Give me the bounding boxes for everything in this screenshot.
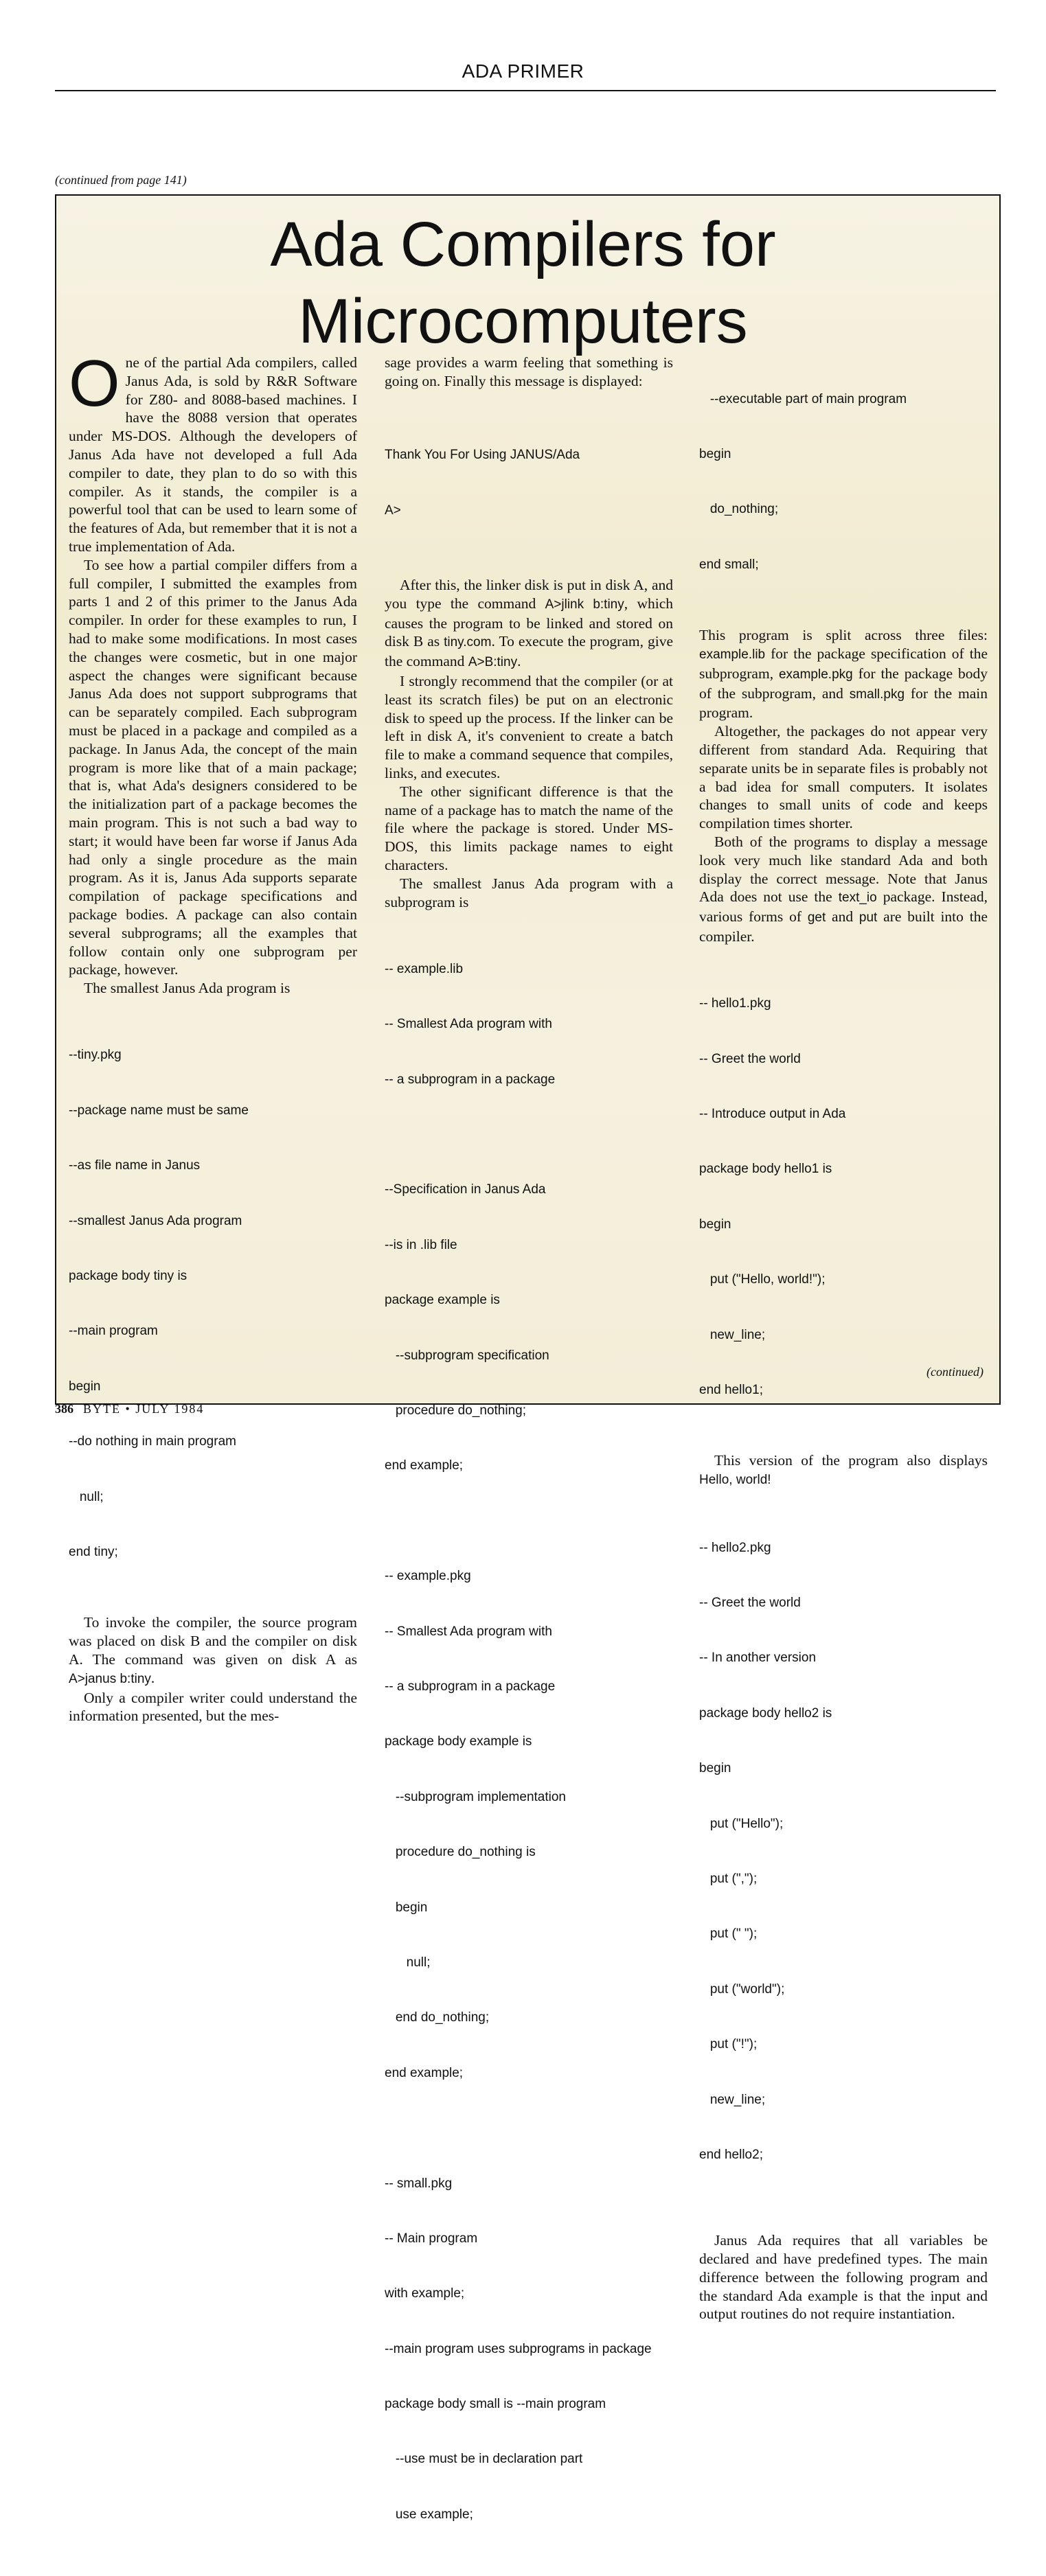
code-line: put ("Hello"); xyxy=(699,1816,784,1831)
paragraph: Only a compiler writer could understand the information presented, but the mes- xyxy=(69,1689,357,1725)
code-line xyxy=(385,2119,673,2138)
code-line: use example; xyxy=(385,2507,473,2522)
paragraph xyxy=(69,1613,357,1688)
column-3 xyxy=(699,354,988,2323)
paragraph-text: To invoke the compiler, the source program was placed on disk B and the compiler on disk A. The command was given on disk A as xyxy=(69,1614,357,1668)
code-listing-small-cont xyxy=(699,354,988,611)
code-listing-message xyxy=(385,410,673,557)
code-line: -- Smallest Ada program with xyxy=(385,1017,552,1032)
code-line: package example is xyxy=(385,1293,500,1308)
paragraph-text: This program is split across three files: xyxy=(699,627,988,644)
code-line: -- Greet the world xyxy=(699,1596,801,1610)
code-line: --package name must be same xyxy=(69,1103,249,1118)
paragraph: To see how a partial compiler differs from a full compiler, I submitted the examples from parts 1 and 2 of this primer to the Janus Ada compiler. In order for these examples to run, I had to make some modifications. In most cases the changes were cosmetic, but in one major aspect the changes were significant because Janus Ada does not support subprograms that can be separately compiled. Each subprogram must be placed in a package and compiled as a package. In Janus Ada, the concept of the main program is more like that of a main package; that is, what Ada's designers considered to be the initialization part of a package becomes the main program. This is not such a bad way to start; it would have been far worse if Janus Ada had only a single procedure as the main program. As it is, Janus Ada supports separate compilation of package specifications and package bodies. A package can also contain several subprograms; all the examples that follow contain only one subprogram per package, however. xyxy=(69,556,357,978)
code-line: --Specification in Janus Ada xyxy=(385,1182,546,1197)
code-line: package body example is xyxy=(385,1734,532,1749)
code-line: -- Smallest Ada program with xyxy=(385,1624,552,1639)
page-number: 386 xyxy=(55,1402,73,1416)
code-line: --as file name in Janus xyxy=(69,1158,201,1173)
title-line-2: Microcomputers xyxy=(298,286,748,356)
inline-filename: small.pkg xyxy=(849,687,905,702)
code-line: --subprogram specification xyxy=(385,1348,549,1363)
paragraph-text: . To execute the program, give the command xyxy=(385,633,673,670)
code-line: -- Introduce output in Ada xyxy=(699,1107,846,1122)
code-line: put (" "); xyxy=(699,1927,758,1942)
code-line: -- a subprogram in a package xyxy=(385,1072,556,1087)
code-line: --smallest Janus Ada program xyxy=(69,1213,242,1228)
code-line: Thank You For Using JANUS/Ada xyxy=(385,448,580,463)
paragraph xyxy=(699,1451,988,1490)
code-line: -- a subprogram in a package xyxy=(385,1679,556,1694)
code-line: end do_nothing; xyxy=(385,2010,490,2025)
title-line-1: Ada Compilers for xyxy=(270,209,776,279)
inline-code: get xyxy=(807,910,826,925)
code-line: -- small.pkg xyxy=(385,2176,453,2191)
inline-filename: example.lib xyxy=(699,647,766,662)
paragraph: Altogether, the packages do not appear very different from standard Ada. Requiring that separate units be in separate files is probably not a bad idea for small computers. It isolates changes to small units of code and keeps compilation times shorter. xyxy=(699,723,988,832)
paragraph-text: . xyxy=(150,1669,155,1686)
inline-command: A>B:tiny xyxy=(468,655,518,670)
header-rule xyxy=(55,90,996,91)
paragraph-text: , which causes the program to be linked and stored on disk B as xyxy=(385,595,673,650)
code-line: -- Greet the world xyxy=(699,1051,801,1066)
paragraph: The smallest Janus Ada program is xyxy=(84,980,291,997)
paragraph: The smallest Janus Ada program with a subprogram is xyxy=(385,875,673,910)
code-line: begin xyxy=(699,446,731,461)
paragraph: The other significant difference is that the name of a package has to match the name of the file where the package is stored. Under MS-DOS, this limits package names to eight characters. xyxy=(385,783,673,873)
code-line: -- hello2.pkg xyxy=(699,1540,771,1555)
paragraph: sage provides a warm feeling that something is going on. Finally this message is displayed: xyxy=(385,354,673,389)
code-line: begin xyxy=(385,1900,428,1915)
code-line: -- example.lib xyxy=(385,961,464,976)
code-line: --main program uses subprograms in package xyxy=(385,2341,652,2356)
page-footer xyxy=(55,1402,204,1416)
code-line: --tiny.pkg xyxy=(69,1048,122,1063)
inline-code: Hello, world! xyxy=(699,1473,771,1488)
inline-command: A>jlink b:tiny xyxy=(545,597,624,612)
paragraph-text: This version of the program also displays xyxy=(714,1452,988,1469)
code-line: A> xyxy=(385,503,401,518)
code-line xyxy=(385,1513,673,1531)
code-line: null; xyxy=(385,1955,431,1970)
code-line: null; xyxy=(69,1489,104,1504)
paragraph xyxy=(699,833,988,946)
code-listing-tiny xyxy=(69,1010,357,1599)
code-listing-example xyxy=(385,923,673,2561)
paragraph-text: After this, the linker disk is put in disk A, and you type the command xyxy=(385,576,673,612)
code-line: do_nothing; xyxy=(699,502,779,517)
code-line: -- hello1.pkg xyxy=(699,996,771,1011)
code-line: new_line; xyxy=(699,1327,766,1342)
code-listing-hello2 xyxy=(699,1502,988,2201)
code-line: new_line; xyxy=(699,2092,766,2107)
paragraph-text: ne of the partial Ada compilers, called Janus Ada, is sold by R&R Software for Z80- and 8088-based machines. I have the 8088 version that operates under MS-DOS. Although the developers of Janus Ada have not developed a full Ada compiler to date, they plan to do so with this compiler. As it stands, the compiler is a powerful tool that can be used to learn some of the features of Ada, but remember that it is not a true implementation of Ada. xyxy=(69,354,357,555)
code-line: --do nothing in main program xyxy=(69,1434,236,1449)
code-line: procedure do_nothing; xyxy=(385,1403,526,1418)
code-line: -- In another version xyxy=(699,1651,817,1666)
paragraph-text: and xyxy=(826,908,859,925)
code-line: --main program xyxy=(69,1324,158,1339)
code-line: --subprogram implementation xyxy=(385,1789,566,1804)
paragraph xyxy=(69,347,357,556)
paragraph: Janus Ada requires that all variables be declared and have predefined types. The main difference between the following program and the standard Ada example is that the input and output routines do not require instantiation. xyxy=(699,2232,988,2323)
code-line: -- example.pkg xyxy=(385,1569,471,1584)
code-line: put ("world"); xyxy=(699,1981,785,1997)
inline-filename: tiny.com xyxy=(444,635,492,650)
code-line: procedure do_nothing is xyxy=(385,1845,536,1860)
code-line: begin xyxy=(699,1761,731,1776)
inline-code: put xyxy=(859,910,878,925)
paragraph xyxy=(385,576,673,672)
continued-label: (continued) xyxy=(926,1365,984,1379)
drop-cap: O xyxy=(69,347,120,420)
code-line: with example; xyxy=(385,2286,465,2301)
code-line xyxy=(385,1126,673,1145)
code-line: end tiny; xyxy=(69,1545,118,1559)
code-line: package body small is --main program xyxy=(385,2397,606,2412)
paragraph-text: for the package body of the subprogram, and xyxy=(699,665,988,702)
code-line: put ("!"); xyxy=(699,2037,758,2052)
paragraph-text: for the package specification of the subprogram, xyxy=(699,645,988,682)
code-line: --use must be in declaration part xyxy=(385,2452,583,2467)
code-line: end example; xyxy=(385,1458,464,1473)
paragraph-text: are built into the compiler. xyxy=(699,908,988,945)
code-line: put (","); xyxy=(699,1871,758,1886)
column-1 xyxy=(69,347,357,1725)
inline-code: text_io xyxy=(838,890,877,906)
inline-command: A>janus b:tiny xyxy=(69,1671,151,1686)
continued-from-note: (continued from page 141) xyxy=(55,173,187,187)
code-line: end example; xyxy=(385,2065,464,2080)
code-line: package body tiny is xyxy=(69,1269,187,1284)
code-line: begin xyxy=(699,1217,731,1232)
code-line: --executable part of main program xyxy=(699,391,907,406)
paragraph xyxy=(699,626,988,722)
paragraph-text: Both of the programs to display a message look very much like standard Ada and both display the correct message. Note that Janus Ada does not use the xyxy=(699,833,988,906)
code-line: -- Main program xyxy=(385,2231,478,2246)
column-2 xyxy=(385,354,673,2576)
paragraph-text: . xyxy=(517,653,521,670)
magazine-issue: BYTE • JULY 1984 xyxy=(83,1402,205,1416)
paragraph-text: for the main program. xyxy=(699,685,988,722)
paragraph-text: package. Instead, various forms of xyxy=(699,888,988,925)
code-line: end hello2; xyxy=(699,2147,763,2162)
paragraph: I strongly recommend that the compiler (or at least its scratch files) be put on an electronic disk to speed up the process. If the linker can be left in disk A, it's convenient to create a batch file to make a command sequence that compiles, links, and executes. xyxy=(385,672,673,781)
code-line: end hello1; xyxy=(699,1383,763,1398)
code-line: begin xyxy=(69,1379,101,1394)
code-line: package body hello2 is xyxy=(699,1705,832,1721)
article-title xyxy=(0,206,1046,360)
running-header: ADA PRIMER xyxy=(462,60,584,82)
code-line: package body hello1 is xyxy=(699,1162,832,1177)
code-line: end small; xyxy=(699,557,759,572)
code-line: put ("Hello, world!"); xyxy=(699,1272,826,1287)
inline-filename: example.pkg xyxy=(778,667,853,682)
code-line: --is in .lib file xyxy=(385,1237,457,1252)
